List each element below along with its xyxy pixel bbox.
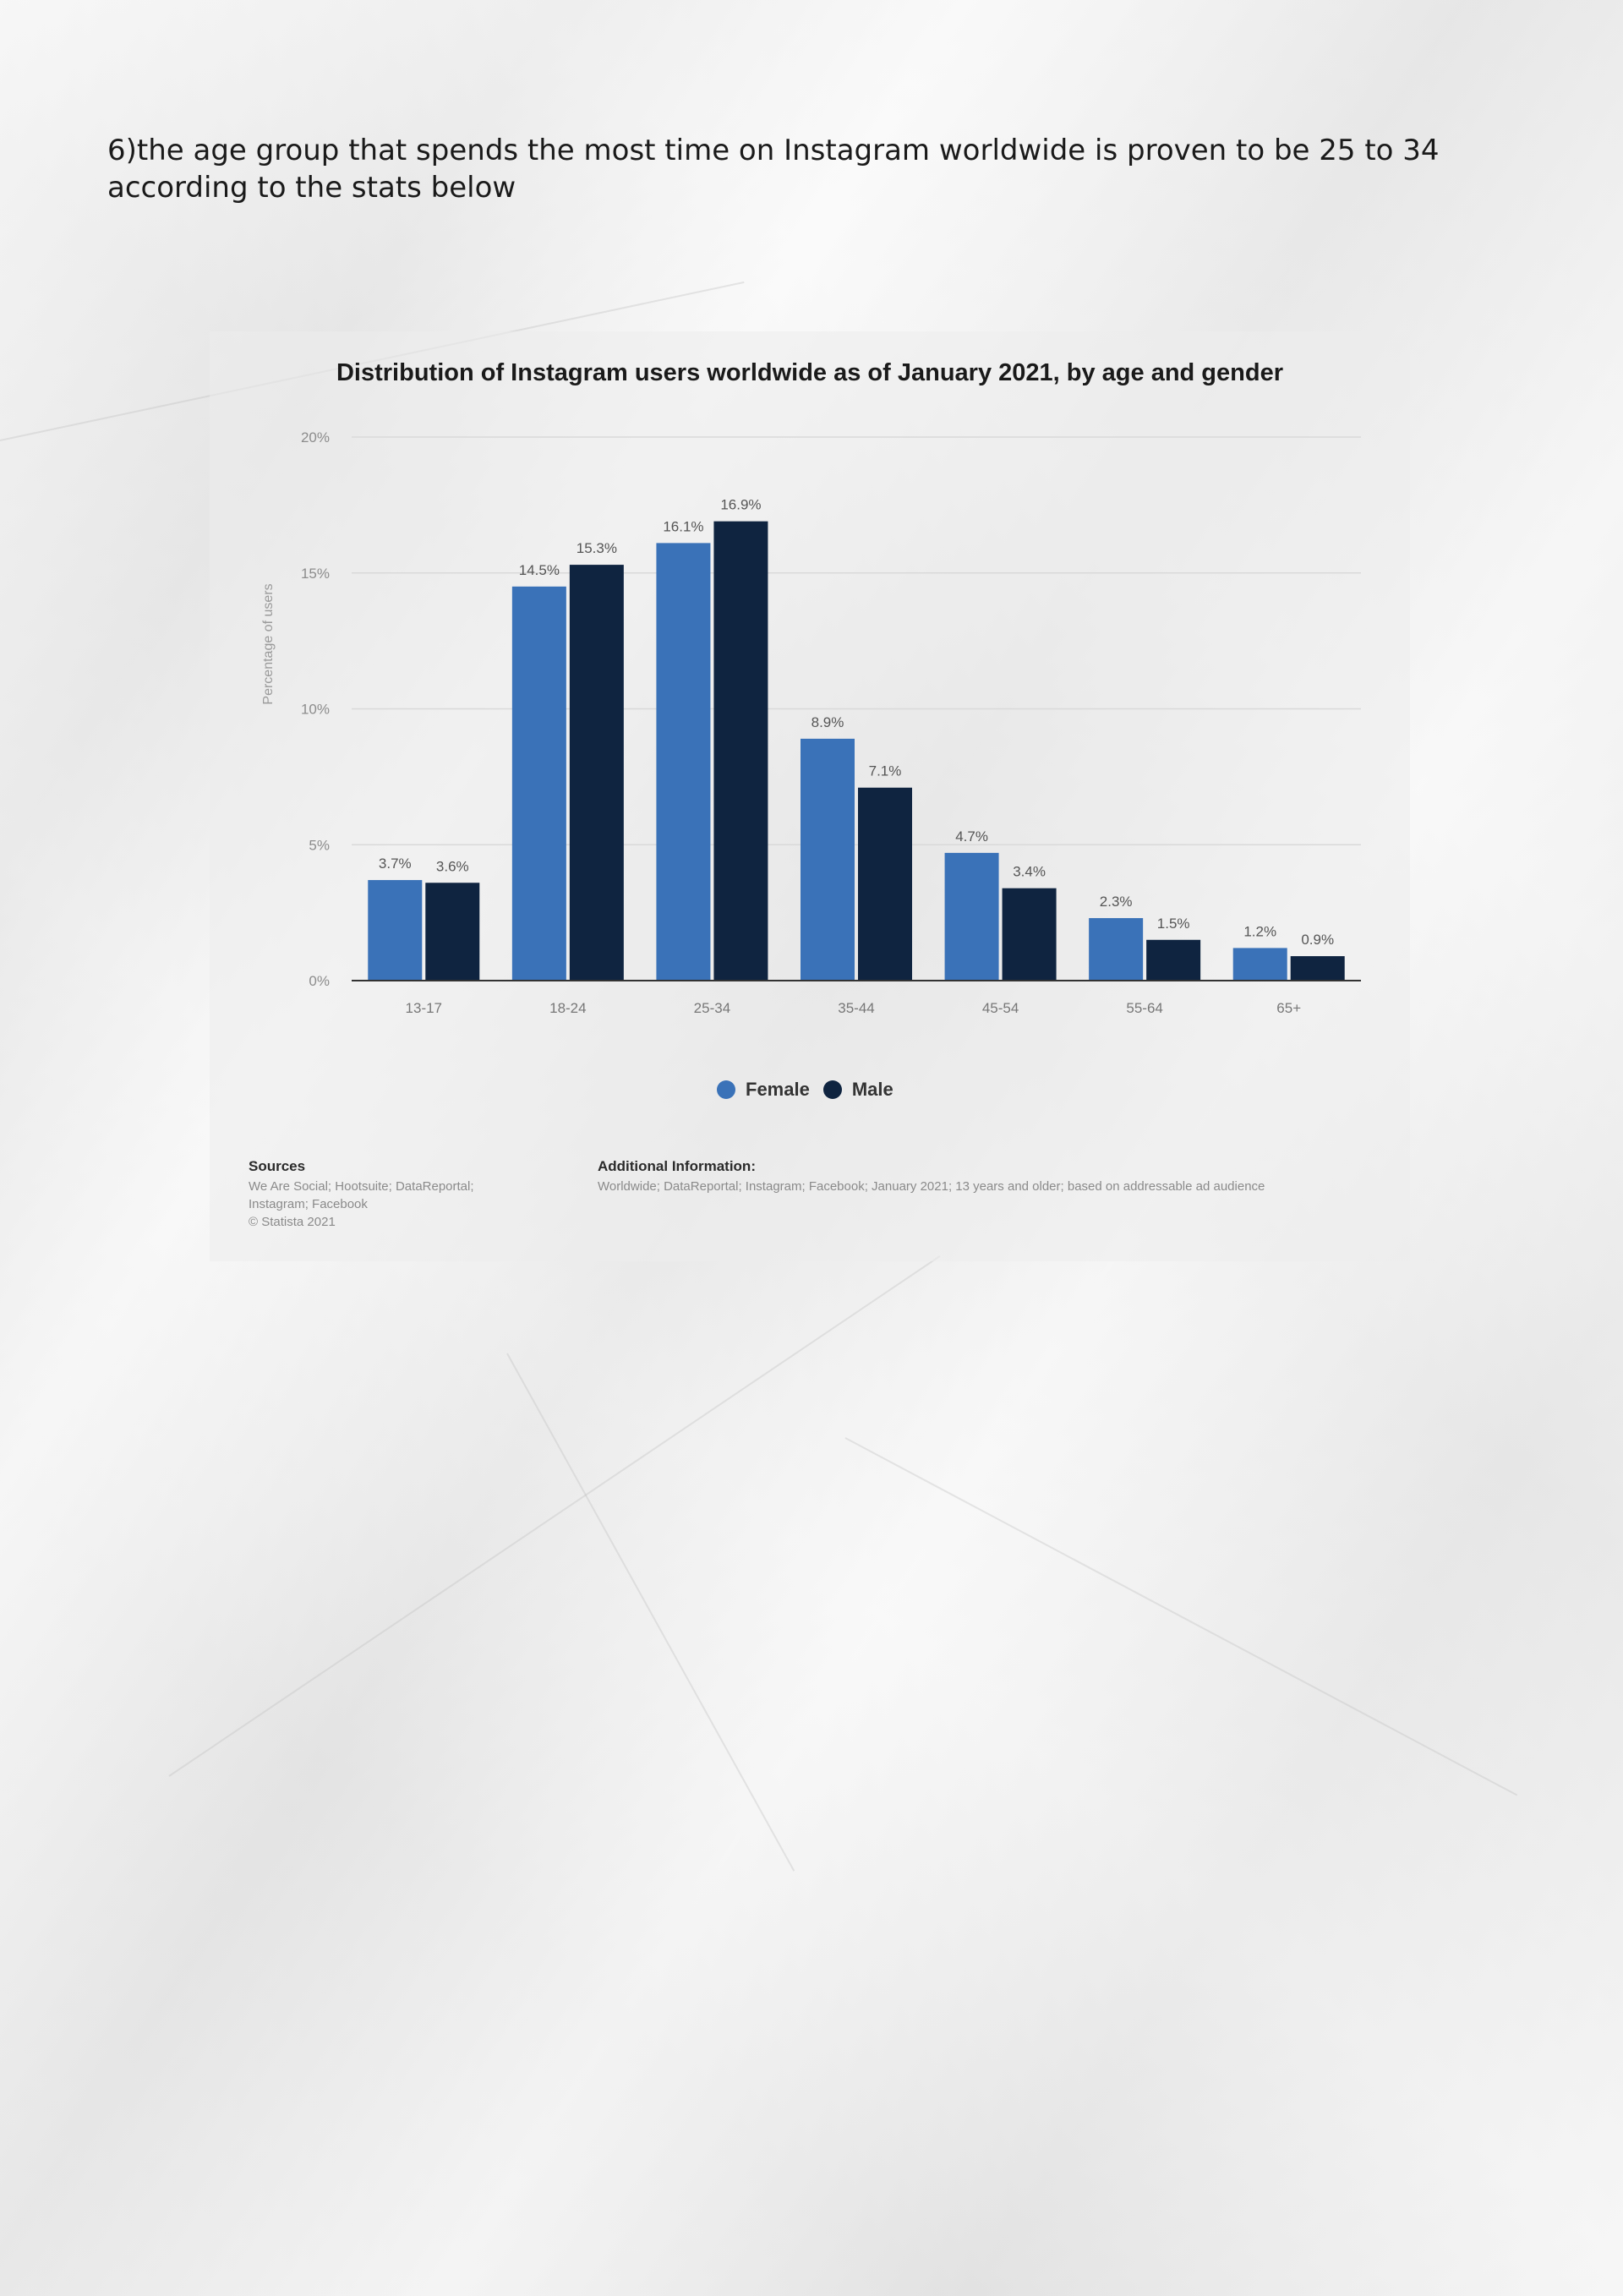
legend-swatch-female	[717, 1080, 735, 1099]
gridlines	[352, 437, 1361, 845]
data-label: 3.6%	[435, 858, 469, 875]
x-tick-label: 35-44	[838, 1000, 875, 1016]
y-tick-label: 15%	[300, 565, 330, 582]
data-label: 14.5%	[518, 561, 560, 578]
data-label: 15.3%	[576, 540, 617, 557]
data-label: 3.7%	[378, 856, 412, 872]
paper-crease	[168, 1255, 940, 1777]
bars	[368, 497, 1344, 981]
additional-info-text: Worldwide; DataReportal; Instagram; Facebook; January 2021; 13 years and older; based on addressable ad audience	[598, 1179, 1265, 1194]
bar-male	[425, 883, 479, 981]
x-tick-label: 45-54	[981, 1000, 1019, 1016]
sources-block	[249, 1158, 536, 1231]
sources-heading: Sources	[249, 1158, 306, 1174]
y-axis-label: Percentage of users	[261, 583, 276, 705]
bar-male	[1291, 956, 1345, 981]
bar-female	[801, 739, 855, 981]
data-label: 7.1%	[868, 763, 902, 779]
sources-line: © Statista 2021	[249, 1215, 336, 1229]
y-tick-label: 20%	[300, 429, 330, 446]
data-label: 16.1%	[663, 518, 704, 535]
x-tick-label: 65+	[1276, 1000, 1302, 1016]
data-label: 16.9%	[720, 496, 762, 513]
x-tick-label: 18-24	[549, 1000, 587, 1016]
x-tick-label: 25-34	[693, 1000, 731, 1016]
bar-female	[512, 587, 566, 981]
legend-swatch-male	[823, 1080, 842, 1099]
chart-title: Distribution of Instagram users worldwide as of January 2021, by age and gender	[336, 359, 1284, 386]
sources-line: Instagram; Facebook	[249, 1197, 368, 1211]
bar-female	[1089, 918, 1143, 981]
bar-female	[945, 853, 999, 981]
y-tick-label: 10%	[300, 701, 330, 718]
data-label: 8.9%	[811, 713, 844, 730]
bar-male	[570, 565, 624, 981]
y-tick-label: 5%	[309, 837, 330, 854]
bar-male	[1003, 888, 1057, 981]
data-label: 3.4%	[1013, 863, 1046, 880]
data-label: 0.9%	[1301, 932, 1335, 948]
bar-female	[1233, 948, 1287, 981]
chart-panel	[210, 331, 1410, 1261]
bar-female	[368, 880, 422, 981]
legend-item-female[interactable]	[717, 1079, 810, 1101]
y-tick-labels	[301, 429, 330, 989]
legend-label-female: Female	[746, 1079, 810, 1100]
data-label: 4.7%	[955, 828, 988, 845]
data-label: 2.3%	[1099, 894, 1133, 910]
y-tick-label: 0%	[309, 973, 330, 989]
sources-line: We Are Social; Hootsuite; DataReportal;	[249, 1179, 474, 1194]
legend-item-male[interactable]	[823, 1079, 893, 1101]
additional-info-heading: Additional Information:	[598, 1158, 756, 1174]
data-label: 1.2%	[1243, 923, 1277, 940]
x-tick-label: 55-64	[1126, 1000, 1163, 1016]
paper-crease	[845, 1437, 1518, 1796]
bar-male	[858, 788, 912, 981]
data-label: 1.5%	[1156, 915, 1190, 932]
bar-male	[713, 522, 768, 981]
bar-female	[656, 543, 710, 981]
intro-text: 6)the age group that spends the most time on Instagram worldwide is proven to be 25 to 34 according to the stats below	[107, 134, 1440, 205]
bar-chart	[210, 331, 1410, 1261]
x-tick-labels	[406, 1000, 1302, 1016]
paper-crease	[506, 1353, 795, 1872]
legend-label-male: Male	[851, 1079, 893, 1100]
bar-male	[1146, 940, 1200, 981]
x-tick-label: 13-17	[405, 1000, 443, 1016]
chart-legend	[717, 1077, 893, 1102]
additional-info-block	[598, 1158, 1409, 1195]
